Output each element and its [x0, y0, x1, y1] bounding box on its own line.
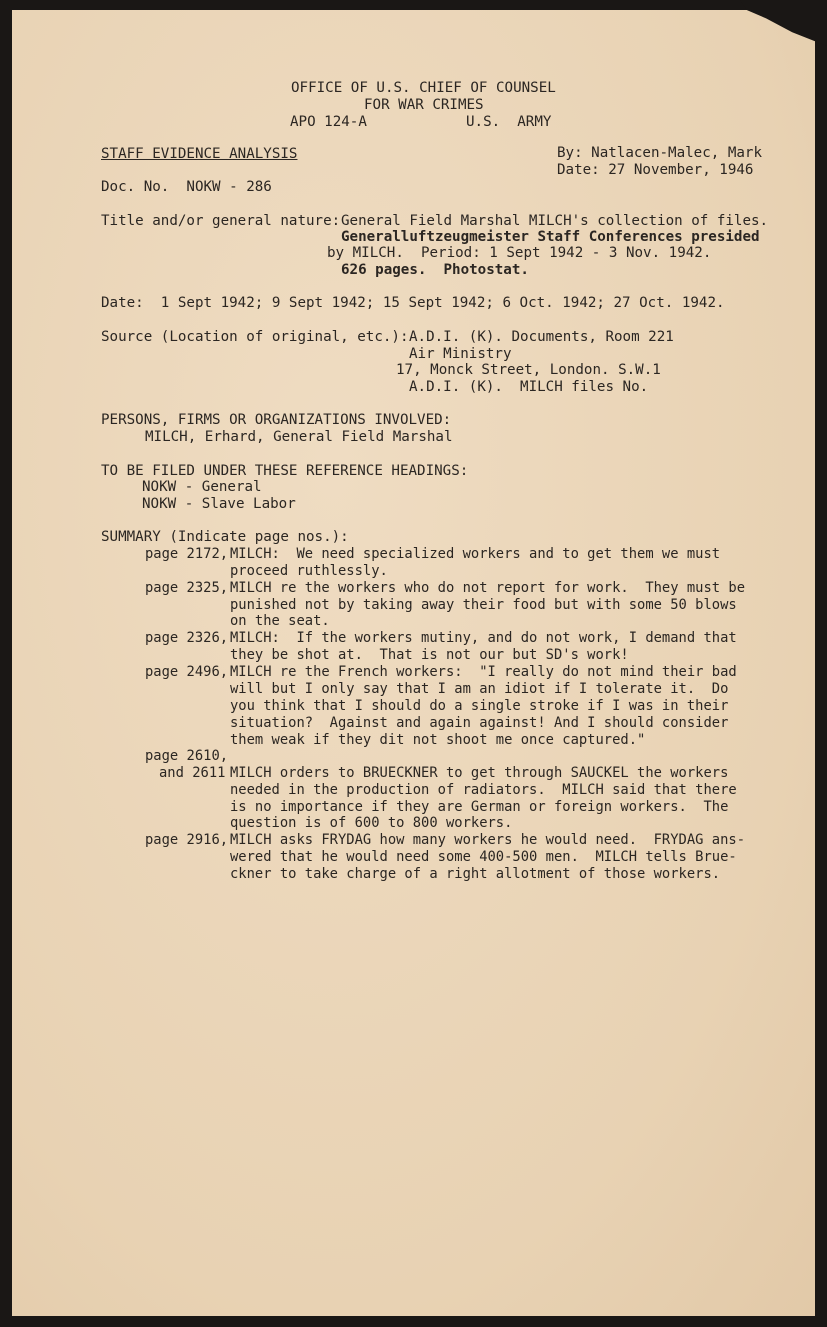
source-label: Source (Location of original, etc.):	[101, 329, 409, 345]
summary-page-ref: page 2496,	[145, 664, 229, 680]
summary-text-line: MILCH orders to BRUECKNER to get through SAUCKEL the workers	[230, 765, 729, 781]
summary-text-line: MILCH: If the workers mutiny, and do not work, I demand that	[230, 630, 737, 646]
title-line-2: Generalluftzeugmeister Staff Conferences presided	[341, 229, 760, 245]
summary-page-ref-continued: and 2611	[159, 765, 226, 781]
source-line-1: A.D.I. (K). Documents, Room 221	[409, 329, 674, 345]
summary-text-line: punished not by taking away their food but with some 50 blows	[230, 597, 737, 613]
summary-page-ref: page 2325,	[145, 580, 229, 596]
summary-label: SUMMARY (Indicate page nos.):	[101, 529, 349, 545]
summary-text-line: MILCH asks FRYDAG how many workers he would need. FRYDAG ans-	[230, 832, 745, 848]
filing-label: TO BE FILED UNDER THESE REFERENCE HEADINGS:	[101, 463, 469, 479]
summary-text-line: them weak if they dit not shoot me once captured."	[230, 732, 646, 748]
source-line-3: 17, Monck Street, London. S.W.1	[396, 362, 661, 378]
filing-item: NOKW - General	[142, 479, 262, 495]
document-dates: Date: 1 Sept 1942; 9 Sept 1942; 15 Sept 1942; 6 Oct. 1942; 27 Oct. 1942.	[101, 295, 725, 311]
summary-text-line: will but I only say that I am an idiot if I tolerate it. Do	[230, 681, 729, 697]
office-line: OFFICE OF U.S. CHIEF OF COUNSEL	[291, 80, 556, 96]
summary-text-line: question is of 600 to 800 workers.	[230, 815, 513, 831]
filing-item: NOKW - Slave Labor	[142, 496, 296, 512]
summary-text-line: proceed ruthlessly.	[230, 563, 388, 579]
summary-text-line: is no importance if they are German or foreign workers. The	[230, 799, 729, 815]
army-line: U.S. ARMY	[466, 114, 552, 130]
summary-text-line: MILCH re the French workers: "I really do not mind their bad	[230, 664, 737, 680]
war-crimes-line: FOR WAR CRIMES	[364, 97, 484, 113]
summary-page-ref: page 2172,	[145, 546, 229, 562]
title-line-4: 626 pages. Photostat.	[341, 262, 529, 278]
source-line-4: A.D.I. (K). MILCH files No.	[409, 379, 649, 395]
doc-number: Doc. No. NOKW - 286	[101, 179, 272, 195]
apo-line: APO 124-A	[290, 114, 367, 130]
persons-value: MILCH, Erhard, General Field Marshal	[145, 429, 453, 445]
summary-page-ref: page 2610,	[145, 748, 229, 764]
staff-evidence-heading: STAFF EVIDENCE ANALYSIS	[101, 146, 298, 162]
title-line-1: General Field Marshal MILCH's collection of files.	[341, 213, 769, 229]
summary-text-line: wered that he would need some 400-500 men. MILCH tells Brue-	[230, 849, 737, 865]
summary-page-ref: page 2916,	[145, 832, 229, 848]
summary-text-line: you think that I should do a single stroke if I was in their	[230, 698, 729, 714]
summary-text-line: MILCH re the workers who do not report for work. They must be	[230, 580, 745, 596]
analyst-name: By: Natlacen-Malec, Mark	[557, 145, 762, 161]
summary-text-line: MILCH: We need specialized workers and to get them we must	[230, 546, 721, 562]
summary-text-line: on the seat.	[230, 613, 330, 629]
title-label: Title and/or general nature:	[101, 213, 341, 229]
summary-text-line: situation? Against and again against! And I should consider	[230, 715, 729, 731]
source-line-2: Air Ministry	[409, 346, 512, 362]
summary-text-line: needed in the production of radiators. MILCH said that there	[230, 782, 737, 798]
summary-text-line: ckner to take charge of a right allotment of those workers.	[230, 866, 721, 882]
title-line-3: by MILCH. Period: 1 Sept 1942 - 3 Nov. 1942.	[327, 245, 712, 261]
analysis-date: Date: 27 November, 1946	[557, 162, 754, 178]
summary-text-line: they be shot at. That is not our but SD's work!	[230, 647, 629, 663]
summary-page-ref: page 2326,	[145, 630, 229, 646]
persons-label: PERSONS, FIRMS OR ORGANIZATIONS INVOLVED:	[101, 412, 452, 428]
